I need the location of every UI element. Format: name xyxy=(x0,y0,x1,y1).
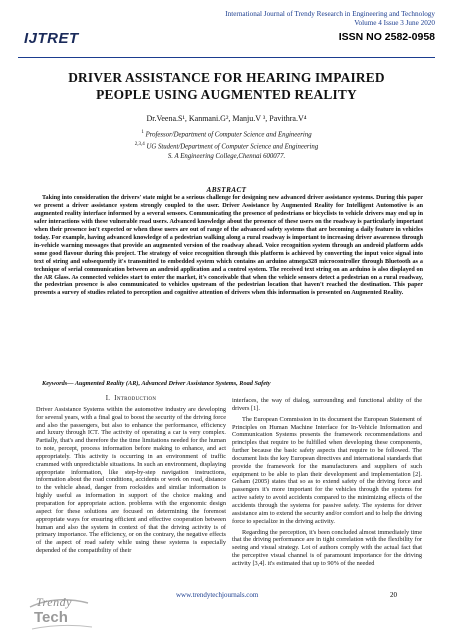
trendy-tech-logo: Trendy Tech xyxy=(26,593,96,633)
affiliation-2: $^{2,3,4}$ UG Student/Department of Computer Science and Engineering xyxy=(134,141,319,151)
left-column xyxy=(36,395,226,558)
affiliation-3: S. A Engineering College,Chennai 600077. xyxy=(167,152,286,160)
volume-issue: Volume 4 Issue 3 June 2020 xyxy=(354,19,435,27)
author-list: Dr.Veena.S¹, Kanmani.G², Manju.V ³, Pavithra.V⁴ xyxy=(146,114,307,123)
title-line-2: PEOPLE USING AUGMENTED REALITY xyxy=(96,86,357,102)
paper-title xyxy=(20,70,433,103)
header-divider xyxy=(18,57,435,58)
abstract-text: Taking into consideration the drivers' state might be a serious challenge for designing new advanced driver assistance systems. During this paper we present a driver assistance system strongly coupled to the user. Driver Assistance by Augmented Reality for Intelligent Automotive is an augmented reality interface informed by a several sensors. Communicating the presence of pedestrians or bicyclists to vehicle drivers may end up in safer interactions with these vulnerable road users. Advanced knowledge about the presence of these users on the roadway is particularly important when their presence isn't expected or when these users are out of range of the advanced safety systems that are becoming a daily feature in vehicles today. For example, having advanced knowledge of a pedestrian walking along a rural roadway is important to increasing driver awareness through in-vehicle warning messages that provide an augmented version of the roadway ahead. Voice recognition system through an android platform adds some good flavour during this project. The strategy of voice recognition through this platform is achieved by converting the input voice signal into text of string and subsequently it's transmitted to embedded system which contains an arduino atmega328 microcontroller through Bluetooth as a technique of serial communication between an android application and a control system. The received text string on an arduino is also displayed on the AR Glass. As connected vehicles start to enter the market, it's conceivable that when the vehicle sensors detect a pedestrian on a rural roadway, the pedestrian presence is also communicated to vehicles upstream of the pedestrian location that haven't reached the destination. This paper presents a survey of studies related to perception and cognitive attention of drivers when this information is presented on Augmented Reality. xyxy=(34,195,423,297)
intro-paragraph-continued: interfaces, the way of dialog, surrounding and functional ability of the drivers [1]. xyxy=(232,397,422,412)
section-heading-introduction: I. Introduction xyxy=(105,395,157,402)
page-number: 20 xyxy=(390,591,397,599)
abstract-heading: ABSTRACT xyxy=(206,186,247,194)
intro-paragraph-2: The European Commission in its document the European Statement of Principles on Human Machine Interface for In-Vehicle Information and Communication Systems presents the framework recommendations and principles that require to be fulfilled when developing these components, further because the basic safety aspects that require to be followed. The document lists the key European directives and international standards that provide the framework for the manufacturers and suppliers of such equipment to be able to plan their development and implementation [2]. Geham (2005) states that so as to extend safety of the driving force and passengers it's more important for the vehicles through the systems for active safety to avoid accidents compared to the minimizing effects of the accidents through the systems for passive safety. The systems for driver assistance aim to extend the security and/or comfort and to help the driving force to specialize in the driving activity. xyxy=(232,415,422,525)
intro-paragraph-3: Regarding the perception, it's been concluded almost immediately time that the driving performance are in tight correlation with the flexibility for seeing and visual strategy. Lot of authors comply with the actual fact that the perceptive visual channel is of paramount importance for the driving activity [3,4]. it's estimated that up to 90% of the needed xyxy=(232,528,422,567)
issn-number: ISSN NO 2582-0958 xyxy=(338,31,435,43)
affiliation-1: $^1$ Professor/Department of Computer Science and Engineering xyxy=(141,130,312,139)
keywords: Keywords— Augmented Reality (AR), Advanced Driver Assistance Systems, Road Safety xyxy=(42,380,271,387)
footer-url[interactable]: www.trendytechjournals.com xyxy=(176,591,259,599)
journal-header xyxy=(135,10,435,43)
journal-logo: IJTRET xyxy=(24,30,79,47)
affiliations xyxy=(20,128,433,161)
title-line-1: DRIVER ASSISTANCE FOR HEARING IMPAIRED xyxy=(68,70,385,85)
intro-paragraph-1: Driver Assistance Systems within the automotive industry are developing for several years, with a final goal to boost the security of the driving force and also the passengers, but also to enhance the performance, efficiency and luxury through ICT. The activity of operating a car is very complex. Partially, that's and therefore the the time limitations needed for the human to note, percept, process information before making to enhance, and act appropriately. This activity is occurring in an environment of traffic crammed with unpredictable situations. In such an environment, displaying appropriate information, like step-by-step navigation instructions, information about the road conditions, accidents or work on road, distance to the vehicle ahead, danger from rocksides and similar information is highly useful as information in support of the choice making and preparation for appropriate action. problems with the ergonomic design aspect for these solutions are focused on determining the foremost appropriate ways for ensuring efficient and effective cooperation between human and also the system in context of that the driving activity is of primary importance. The efficiency, or on the contrary, the negative effects of the aspect of road safety while using these systems is especially depended of the compatibility of their xyxy=(36,405,226,555)
journal-name: International Journal of Trendy Research in Engineering and Technology xyxy=(225,10,435,18)
right-column xyxy=(232,397,422,571)
